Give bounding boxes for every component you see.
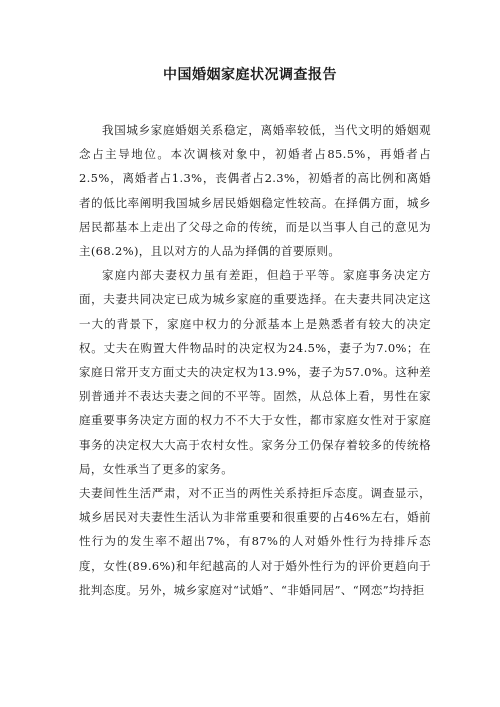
paragraph-marriage-stability: 我国城乡家庭婚姻关系稳定，离婚率较低，当代文明的婚姻观念占主导地位。本次调核对象中，初婚者占85.5%，再婚者占2.5%，离婚者占1.3%，丧偶者占2.3%，初婚者的高比例和离婚者的低比率阐明我国城乡居民婚姻稳定性较高。在择偶方面，城乡居民都基本上走出了父母之命的传统，而是以当事人自己的意见为主(68.2%)，且以对方的人品为择偶的首要原则。: [79, 123, 431, 259]
document-title: 中国婚姻家庭状况调查报告: [163, 67, 337, 83]
paragraph-sexual-attitudes: 夫妻间性生活严肃，对不正当的两性关系持拒斥态度。调查显示，城乡居民对夫妻性生活认为非常重要和很重要的占46%左右，婚前性行为的发生率不超出7%，有87%的人对婚外性行为持排斥态度，女性(89.6%)和年纪越高的人对于婚外性行为的评价更趋向于批判态度。另外，城乡家庭对“试婚”、“非婚同居”、“网恋”均持拒: [79, 486, 431, 597]
document-body: [79, 118, 431, 602]
paragraph-family-power: 家庭内部夫妻权力虽有差距，但趋于平等。家庭事务决定方面，夫妻共同决定已成为城乡家庭的重要选择。在夫妻共同决定这一大的背景下，家庭中权力的分派基本上是熟悉者有较大的决定权。丈夫在购置大件物品时的决定权为24.5%，妻子为7.0%；在家庭日常开支方面丈夫的决定权为13.9%，妻子为57.0%。这种差别普通并不表达夫妻之间的不平等。固然，从总体上看，男性在家庭重要事务决定方面的权力不不大于女性，都市家庭女性对于家庭事务的决定权大大高于农村女性。家务分工仍保存着较多的传统格局，女性承当了更多的家务。: [79, 268, 431, 476]
